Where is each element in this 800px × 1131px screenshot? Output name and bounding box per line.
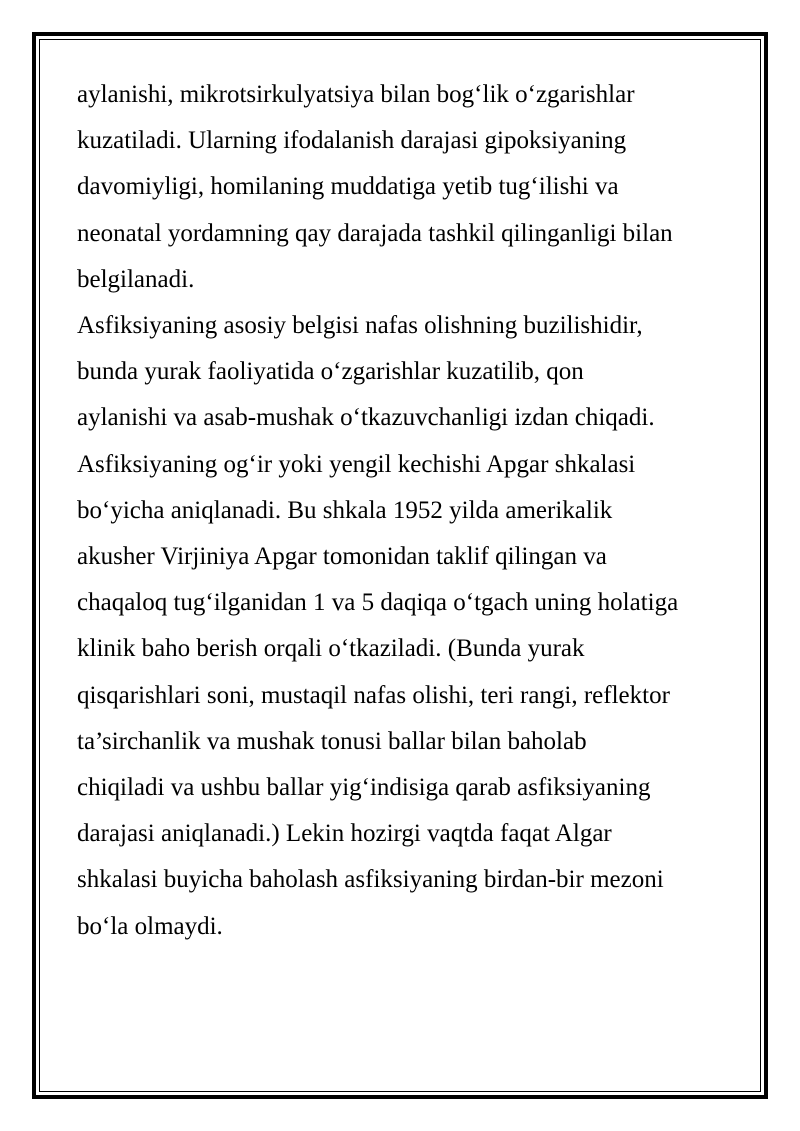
text-line: neonatal yordamning qay darajada tashkil qilinganligi bilan: [77, 219, 673, 247]
text-line: chaqaloq tug‘ilganidan 1 va 5 daqiqa o‘tgach uning holatiga: [77, 589, 679, 617]
text-line: belgilanadi.: [77, 265, 195, 293]
text-line: aylanishi va asab-mushak o‘tkazuvchanligi izdan chiqadi.: [77, 404, 655, 432]
text-line: akusher Virjiniya Apgar tomonidan taklif qilingan va: [77, 543, 607, 571]
text-line: qisqarishlari soni, mustaqil nafas olishi, teri rangi, reflektor: [77, 681, 670, 709]
text-line: darajasi aniqlanadi.) Lekin hozirgi vaqtda faqat Algar: [77, 820, 612, 848]
text-line: davomiyligi, homilaning muddatiga yetib tug‘ilishi va: [77, 173, 619, 201]
text-line: kuzatiladi. Ularning ifodalanish darajasi gipoksiyaning: [77, 127, 627, 155]
body-text: [77, 72, 757, 950]
text-line: Asfiksiyaning asosiy belgisi nafas olishning buzilishidir,: [77, 312, 643, 340]
text-line: ta’sirchanlik va mushak tonusi ballar bilan baholab: [77, 727, 587, 755]
text-line: bo‘la olmaydi.: [77, 912, 223, 940]
text-line: klinik baho berish orqali o‘tkaziladi. (Bunda yurak: [77, 635, 585, 663]
text-line: bo‘yicha aniqlanadi. Bu shkala 1952 yilda amerikalik: [77, 496, 613, 524]
text-line: aylanishi, mikrotsirkulyatsiya bilan bog‘lik o‘zgarishlar: [77, 81, 635, 108]
text-line: bunda yurak faoliyatida o‘zgarishlar kuzatilib, qon: [77, 358, 584, 386]
text-line: chiqiladi va ushbu ballar yig‘indisiga qarab asfiksiyaning: [77, 774, 651, 802]
text-line: Asfiksiyaning og‘ir yoki yengil kechishi Apgar shkalasi: [77, 450, 636, 478]
text-line: shkalasi buyicha baholash asfiksiyaning birdan-bir mezoni: [77, 866, 664, 894]
